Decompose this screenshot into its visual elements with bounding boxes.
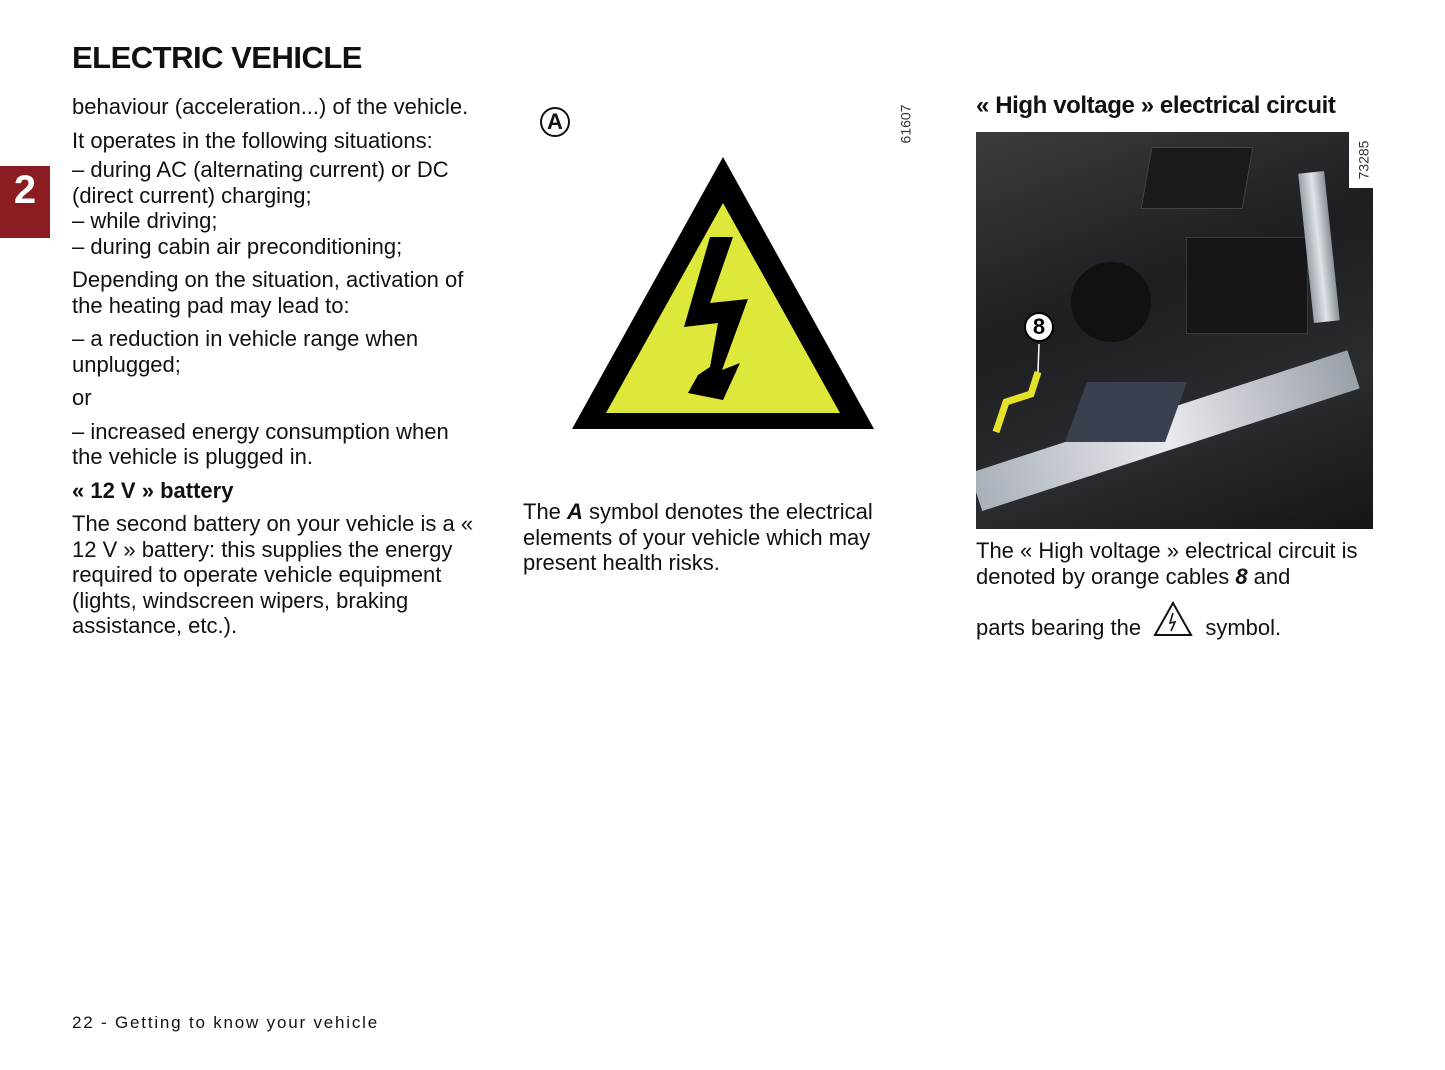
figure-reference: 61607 [897, 104, 914, 144]
list-item: – increased energy consumption when the vehicle is plugged in. [72, 418, 449, 469]
figure-label-a: A [540, 107, 570, 137]
section-heading: « High voltage » electrical circuit [976, 92, 1336, 119]
page-title: ELECTRIC VEHICLE [72, 40, 362, 75]
list-item: – a reduction in vehicle range when unplugged; [72, 326, 419, 377]
paragraph: or [72, 385, 92, 410]
paragraph: The second battery on your vehicle is a « 12 V » battery: this supplies the energy required to operate vehicle equipment (lights, windscreen wipers, braking assistance, etc.). [72, 511, 474, 638]
callout-8: 8 [1024, 312, 1054, 342]
symbol-description: The A symbol denotes the electrical elements of your vehicle which may present health risks. [523, 499, 873, 575]
high-voltage-warning-icon [570, 155, 876, 431]
list-item: – during AC (alternating current) or DC (direct current) charging; [72, 157, 449, 208]
page-footer: 22 - Getting to know your vehicle [72, 1013, 379, 1032]
left-column [72, 94, 482, 647]
list-item: – during cabin air preconditioning; [72, 233, 403, 259]
chapter-tab: 2 [0, 166, 50, 238]
figure-reference: 73285 [1355, 140, 1372, 180]
list-item: – while driving; [72, 208, 218, 233]
circuit-description: The « High voltage » electrical circuit is denoted by orange cables 8 and parts bearing the symbol. [976, 538, 1358, 640]
warning-triangle-icon [1153, 601, 1193, 637]
paragraph: Depending on the situation, activation of the heating pad may lead to: [72, 267, 464, 318]
paragraph: It operates in the following situations: [72, 127, 433, 153]
paragraph: behaviour (acceleration...) of the vehicle. [72, 94, 469, 119]
symbol-reference: A [567, 499, 583, 524]
section-heading: « 12 V » battery [72, 477, 234, 503]
engine-bay-photo [976, 132, 1373, 529]
